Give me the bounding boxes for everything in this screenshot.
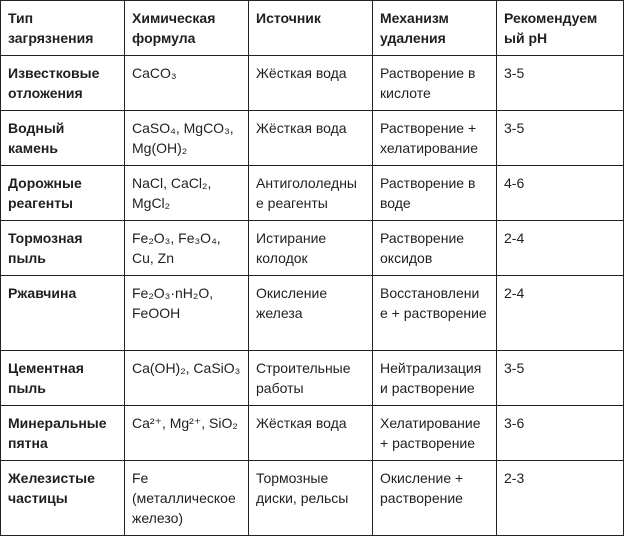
cell-type: Железистые частицы [1, 461, 125, 536]
cell-mechanism: Растворение в воде [373, 166, 497, 221]
header-contamination-type: Тип загрязнения [1, 1, 125, 56]
cell-type: Дорожные реагенты [1, 166, 125, 221]
cell-ph: 3-5 [497, 111, 624, 166]
cell-ph: 2-3 [497, 461, 624, 536]
cell-formula: Fe₂O₃·nH₂O, FeOOH [125, 276, 249, 351]
cell-ph: 2-4 [497, 276, 624, 351]
cell-ph: 3-5 [497, 351, 624, 406]
cell-formula: CaCO₃ [125, 56, 249, 111]
cell-ph: 3-6 [497, 406, 624, 461]
table-row [1, 406, 624, 461]
cell-source: Жёсткая вода [249, 111, 373, 166]
cell-ph: 3-5 [497, 56, 624, 111]
table-row [1, 56, 624, 111]
cell-formula: Fe₂O₃, Fe₃O₄, Cu, Zn [125, 221, 249, 276]
cell-source: Истирание колодок [249, 221, 373, 276]
cell-source: Антигололедны е реагенты [249, 166, 373, 221]
cell-formula: Ca(OH)₂, CaSiO₃ [125, 351, 249, 406]
cell-mechanism: Хелатирование + растворение [373, 406, 497, 461]
cell-formula: CaSO₄, MgCO₃, Mg(OH)₂ [125, 111, 249, 166]
cell-mechanism: Окисление + растворение [373, 461, 497, 536]
cell-type: Цементная пыль [1, 351, 125, 406]
cell-type: Водный камень [1, 111, 125, 166]
cell-ph: 4-6 [497, 166, 624, 221]
cell-source: Окисление железа [249, 276, 373, 351]
table-row [1, 276, 624, 351]
header-recommended-ph: Рекомендуем ый pH [497, 1, 624, 56]
cell-type: Известковые отложения [1, 56, 125, 111]
cell-mechanism: Нейтрализация и растворение [373, 351, 497, 406]
cell-formula: Fe (металлическое железо) [125, 461, 249, 536]
cell-mechanism: Восстановлени е + растворение [373, 276, 497, 351]
header-chemical-formula: Химическая формула [125, 1, 249, 56]
cell-mechanism: Растворение + хелатирование [373, 111, 497, 166]
cell-type: Тормозная пыль [1, 221, 125, 276]
cell-type: Ржавчина [1, 276, 125, 351]
cell-source: Жёсткая вода [249, 56, 373, 111]
cell-source: Строительные работы [249, 351, 373, 406]
table-row [1, 351, 624, 406]
table-row [1, 111, 624, 166]
header-source: Источник [249, 1, 373, 56]
cell-formula: Ca²⁺, Mg²⁺, SiO₂ [125, 406, 249, 461]
cell-source: Тормозные диски, рельсы [249, 461, 373, 536]
table-row [1, 166, 624, 221]
cell-mechanism: Растворение в кислоте [373, 56, 497, 111]
cell-source: Жёсткая вода [249, 406, 373, 461]
table-row [1, 221, 624, 276]
table-header-row [1, 1, 624, 56]
cell-ph: 2-4 [497, 221, 624, 276]
cell-formula: NaCl, CaCl₂, MgCl₂ [125, 166, 249, 221]
table-row [1, 461, 624, 536]
header-removal-mechanism: Механизм удаления [373, 1, 497, 56]
cell-type: Минеральные пятна [1, 406, 125, 461]
cell-mechanism: Растворение оксидов [373, 221, 497, 276]
